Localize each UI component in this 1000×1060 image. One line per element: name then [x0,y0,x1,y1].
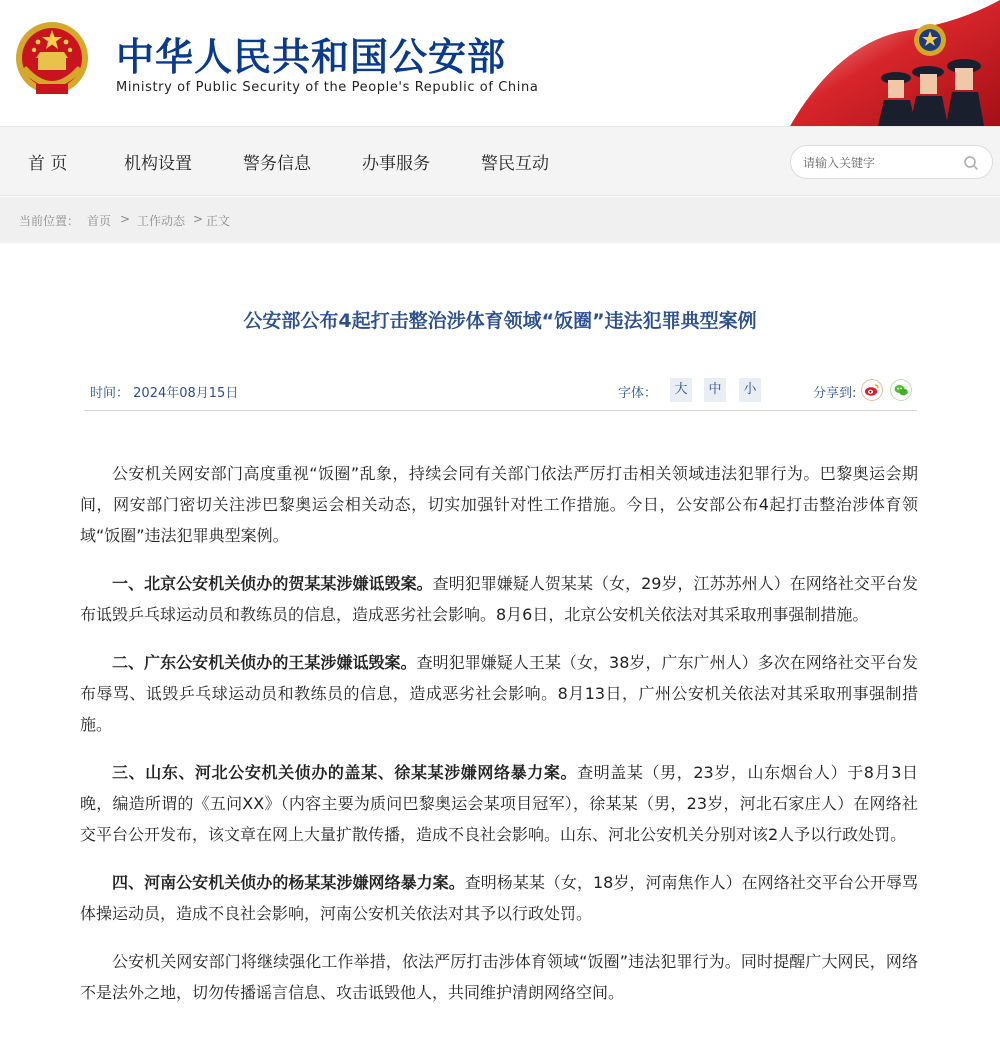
case-1-heading: 一、北京公安机关侦办的贺某某涉嫌诋毁案。 [112,574,433,593]
breadcrumb [0,197,1000,243]
breadcrumb-separator: > [193,212,204,226]
paragraph-case-4: 四、河南公安机关侦办的杨某某涉嫌网络暴力案。查明杨某某（女，18岁，河南焦作人）在网络社交平台公开辱骂体操运动员，造成不良社会影响，河南公安机关依法对其予以行政处罚。 [80,873,918,923]
weibo-icon[interactable] [861,379,883,401]
paragraph-intro: 公安机关网安部门高度重视“饭圈”乱象，持续会同有关部门依法严厉打击相关领域违法犯罪行为。巴黎奥运会期间，网安部门密切关注涉巴黎奥运会相关动态，切实加强针对性工作措施。今日，公安部公布4起打击整治涉体育领域“饭圈”违法犯罪典型案例。 [80,464,918,545]
nav-item-interaction[interactable]: 警民互动 [481,154,549,174]
font-size-large-button[interactable]: 大 [670,378,692,402]
nav-item-home[interactable]: 首 页 [28,154,68,174]
publish-time [90,382,238,401]
main-nav [0,126,1000,196]
font-size-medium-button[interactable]: 中 [704,378,726,402]
article-meta [84,376,917,411]
nav-item-services[interactable]: 办事服务 [362,154,430,174]
case-3-heading: 三、山东、河北公安机关侦办的盖某、徐某某涉嫌网络暴力案。 [112,763,578,782]
police-banner-image [750,0,1000,126]
paragraph-closing: 公安机关网安部门将继续强化工作举措，依法严厉打击涉体育领域“饭圈”违法犯罪行为。同时提醒广大网民，网络不是法外之地，切勿传播谣言信息、攻击诋毁他人，共同维护清朗网络空间。 [80,952,918,1002]
site-title-en: Ministry of Public Security of the People's Republic of China [116,80,539,95]
nav-item-police-info[interactable]: 警务信息 [243,154,311,174]
article-content [80,458,918,1025]
case-4-heading: 四、河南公安机关侦办的杨某某涉嫌网络暴力案。 [112,873,465,892]
nav-item-organization[interactable]: 机构设置 [124,154,192,174]
wechat-icon[interactable] [890,379,912,401]
share-label: 分享到: [813,386,857,401]
breadcrumb-separator: > [120,212,131,226]
article-title: 公安部公布4起打击整治涉体育领域“饭圈”违法犯罪典型案例 [243,310,757,332]
national-emblem-icon[interactable] [14,18,90,100]
case-2-heading: 二、广东公安机关侦办的王某涉嫌诋毁案。 [112,653,417,672]
paragraph-case-2: 二、广东公安机关侦办的王某涉嫌诋毁案。查明犯罪嫌疑人王某（女，38岁，广东广州人）多次在网络社交平台发布辱骂、诋毁乒乓球运动员和教练员的信息，造成恶劣社会影响。8月13日，广州公安机关依法对其采取刑事强制措施。 [80,653,918,734]
breadcrumb-section-link[interactable]: 工作动态 [137,214,186,228]
search-icon[interactable] [963,155,979,171]
paragraph-case-3: 三、山东、河北公安机关侦办的盖某、徐某某涉嫌网络暴力案。查明盖某（男，23岁，山东烟台人）于8月3日晚，编造所谓的《五问XX》（内容主要为质问巴黎奥运会某项目冠军），徐某某（男，23岁，河北石家庄人）在网络社交平台公开发布，该文章在网上大量扩散传播，造成不良社会影响。山东、河北公安机关分别对该2人予以行政处罚。 [80,763,918,844]
search-input[interactable] [803,152,963,174]
paragraph-case-1: 一、北京公安机关侦办的贺某某涉嫌诋毁案。查明犯罪嫌疑人贺某某（女，29岁，江苏苏州人）在网络社交平台发布诋毁乒乓球运动员和教练员的信息，造成恶劣社会影响。8月6日，北京公安机关依法对其采取刑事强制措施。 [80,574,918,624]
breadcrumb-current: 正文 [206,214,231,228]
breadcrumb-prefix: 当前位置： [19,214,80,228]
font-size-label: 字体： [618,386,658,401]
site-title-cn[interactable]: 中华人民共和国公安部 [116,35,507,79]
font-size-small-button[interactable]: 小 [739,378,761,402]
search-box [790,145,993,179]
site-header [0,0,1000,126]
publish-time-label: 时间： [90,386,130,401]
breadcrumb-home-link[interactable]: 首页 [87,214,112,228]
publish-time-value: 2024年08月15日 [133,386,239,401]
